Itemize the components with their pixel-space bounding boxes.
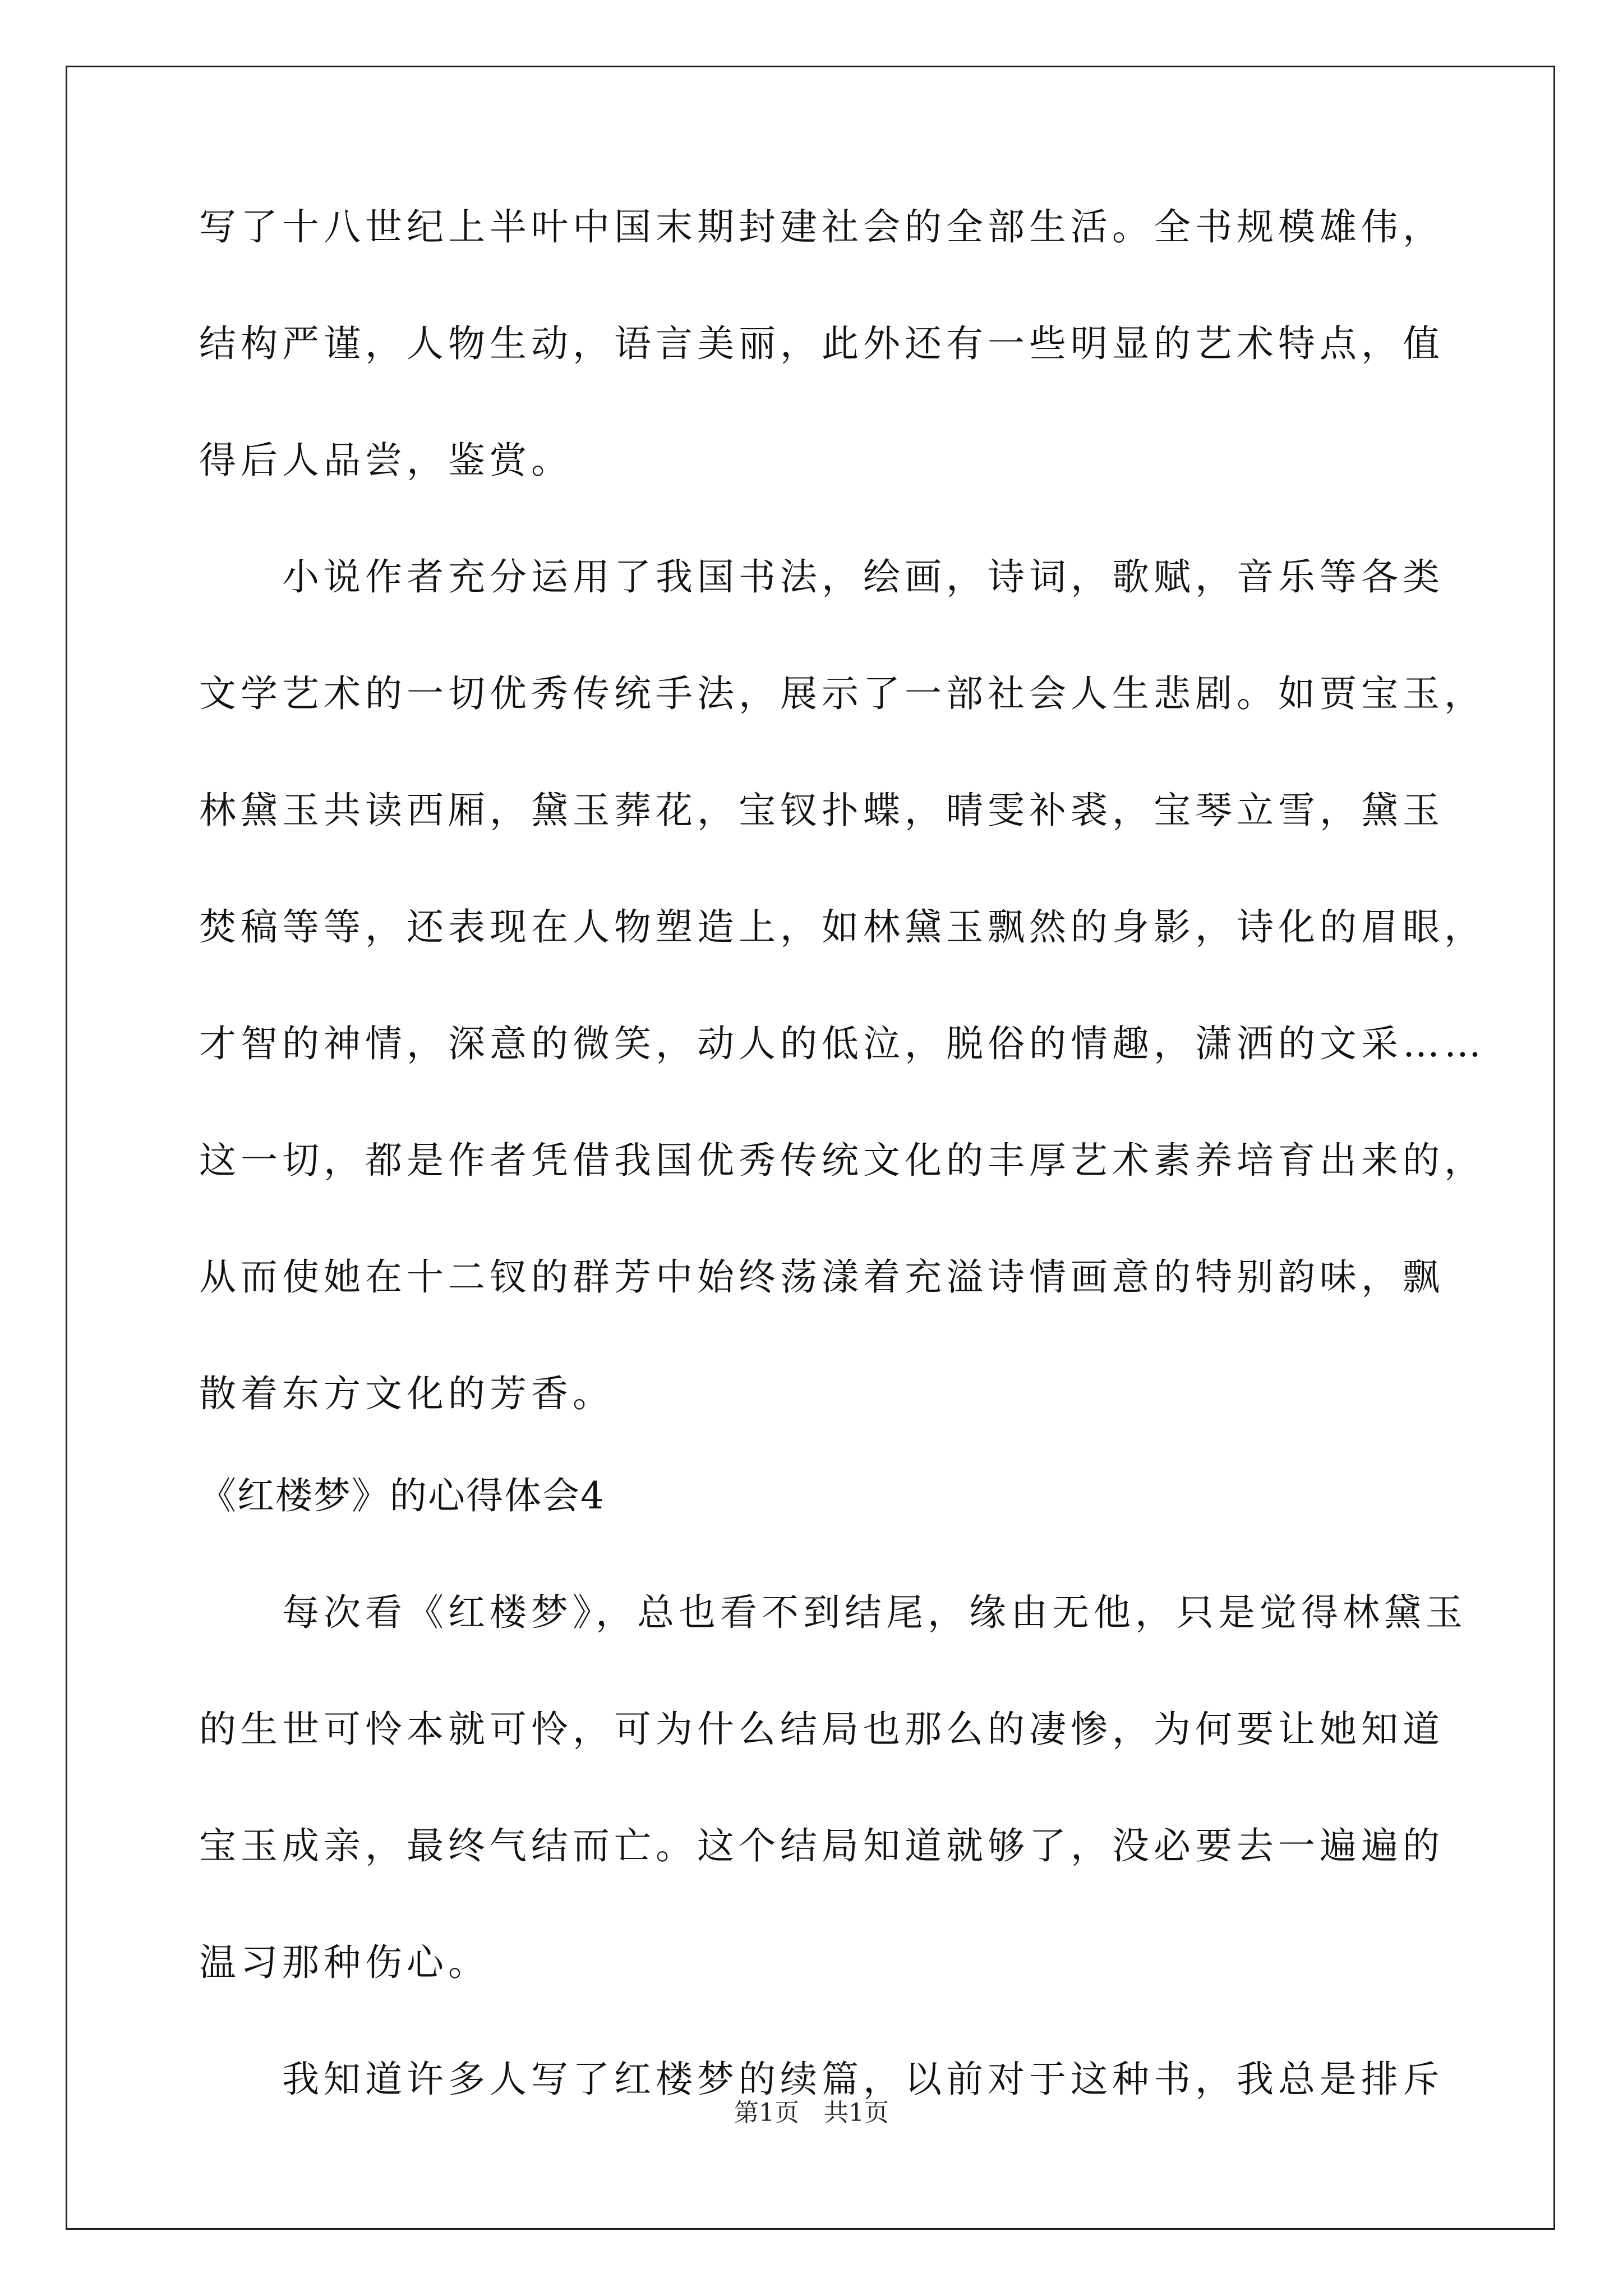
text-line: 得后人品尝，鉴赏。 [199,439,573,482]
text-line: 温习那种伤心。 [199,1941,490,1984]
paragraph-first-line: 小说作者充分运用了我国书法，绘画，诗词，歌赋，音乐等各类 [282,555,1444,599]
text-line: 散着东方文化的芳香。 [199,1372,614,1415]
paragraph-first-line: 我知道许多人写了红楼梦的续篇，以前对于这种书，我总是排斥 [282,2058,1444,2101]
text-line: 的生世可怜本就可怜，可为什么结局也那么的凄惨，为何要让她知道 [199,1708,1444,1751]
text-line: 焚稿等等，还表现在人物塑造上，如林黛玉飘然的身影，诗化的眉眼， [199,905,1486,949]
text-line: 写了十八世纪上半叶中国末期封建社会的全部生活。全书规模雄伟， [199,205,1444,249]
text-line: 才智的神情，深意的微笑，动人的低泣，脱俗的情趣，潇洒的文采…… [199,1022,1486,1065]
text-line: 从而使她在十二钗的群芳中始终荡漾着充溢诗情画意的特别韵味，飘 [199,1255,1444,1299]
page-number: 第1页 共1页 [734,2099,889,2127]
text-line: 这一切，都是作者凭借我国优秀传统文化的丰厚艺术素养培育出来的， [199,1139,1486,1182]
text-line: 宝玉成亲，最终气结而亡。这个结局知道就够了，没必要去一遍遍的 [199,1824,1444,1867]
paragraph-first-line: 每次看《红楼梦》，总也看不到结尾，缘由无他，只是觉得林黛玉 [282,1591,1467,1634]
text-line: 结构严谨，人物生动，语言美丽，此外还有一些明显的艺术特点，值 [199,322,1444,365]
section-heading: 《红楼梦》的心得体会4 [199,1474,605,1517]
text-line: 林黛玉共读西厢，黛玉葬花，宝钗扑蝶，晴雯补裘，宝琴立雪，黛玉 [199,789,1444,832]
text-line: 文学艺术的一切优秀传统手法，展示了一部社会人生悲剧。如贾宝玉， [199,672,1486,715]
